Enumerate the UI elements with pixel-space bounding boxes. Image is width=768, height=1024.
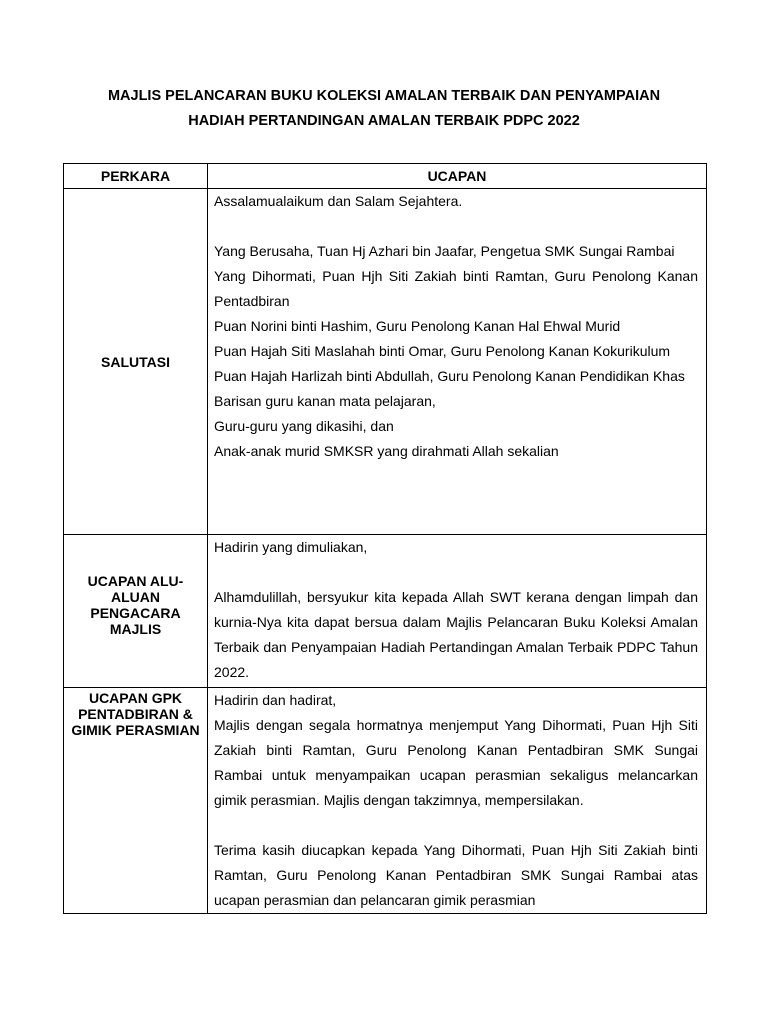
table-row — [64, 688, 707, 914]
text-line: Yang Dihormati, Puan Hjh Siti Zakiah binti Ramtan, Guru Penolong Kanan Pentadbiran — [214, 268, 698, 309]
text-line: Yang Berusaha, Tuan Hj Azhari bin Jaafar, Pengetua SMK Sungai Rambai — [214, 243, 675, 259]
perkara-cell: UCAPAN GPK PENTADBIRAN & GIMIK PERASMIAN — [64, 688, 208, 914]
text-line: Puan Hajah Siti Maslahah binti Omar, Guru Penolong Kanan Kokurikulum — [214, 343, 671, 359]
text-paragraph: Majlis dengan segala hormatnya menjemput Yang Dihormati, Puan Hjh Siti Zakiah binti Ramtan, Guru Penolong Kanan Pentadbiran SMK Sungai Rambai untuk menyampaikan ucapan perasmian sekaligus melancarkan gimik perasmian. Majlis dengan takzimnya, mempersilakan. — [214, 717, 698, 808]
header-perkara: PERKARA — [64, 164, 208, 189]
table-header-row — [64, 164, 707, 189]
text-line: Guru-guru yang dikasihi, dan — [214, 418, 394, 434]
ucapan-cell — [208, 688, 707, 914]
perkara-cell: UCAPAN ALU-ALUAN PENGACARA MAJLIS — [64, 535, 208, 688]
text-paragraph: Alhamdulillah, bersyukur kita kepada Allah SWT kerana dengan limpah dan kurnia-Nya kita dapat bersua dalam Majlis Pelancaran Buku Koleksi Amalan Terbaik dan Penyampaian Hadiah Pertandingan Amalan Terbaik PDPC Tahun 2022. — [214, 589, 698, 680]
text-line: Barisan guru kanan mata pelajaran, — [214, 393, 436, 409]
perkara-cell: SALUTASI — [64, 189, 208, 535]
spacer — [214, 214, 698, 239]
table-row — [64, 535, 707, 688]
text-line: Puan Norini binti Hashim, Guru Penolong Kanan Hal Ehwal Murid — [214, 318, 621, 334]
text-line: Anak-anak murid SMKSR yang dirahmati Allah sekalian — [214, 443, 559, 459]
ucapan-cell — [208, 535, 707, 688]
ucapan-cell — [208, 189, 707, 535]
header-ucapan: UCAPAN — [208, 164, 707, 189]
document-title — [60, 84, 708, 134]
text-paragraph: Terima kasih diucapkan kepada Yang Dihormati, Puan Hjh Siti Zakiah binti Ramtan, Guru Penolong Kanan Pentadbiran SMK Sungai Rambai atas ucapan perasmian dan pelancaran gimik perasmian — [214, 842, 698, 908]
spacer — [214, 560, 698, 585]
text-line: Hadirin dan hadirat, — [214, 692, 337, 708]
title-line-1: MAJLIS PELANCARAN BUKU KOLEKSI AMALAN TERBAIK DAN PENYAMPAIAN — [107, 88, 661, 104]
text-line: Assalamualaikum dan Salam Sejahtera. — [214, 193, 463, 209]
text-line: Puan Hajah Harlizah binti Abdullah, Guru Penolong Kanan Pendidikan Khas — [214, 368, 685, 384]
table-row — [64, 189, 707, 535]
program-table — [63, 163, 707, 914]
spacer — [214, 813, 698, 838]
title-line-2: HADIAH PERTANDINGAN AMALAN TERBAIK PDPC 2022 — [188, 113, 580, 129]
text-line: Hadirin yang dimuliakan, — [214, 539, 368, 555]
